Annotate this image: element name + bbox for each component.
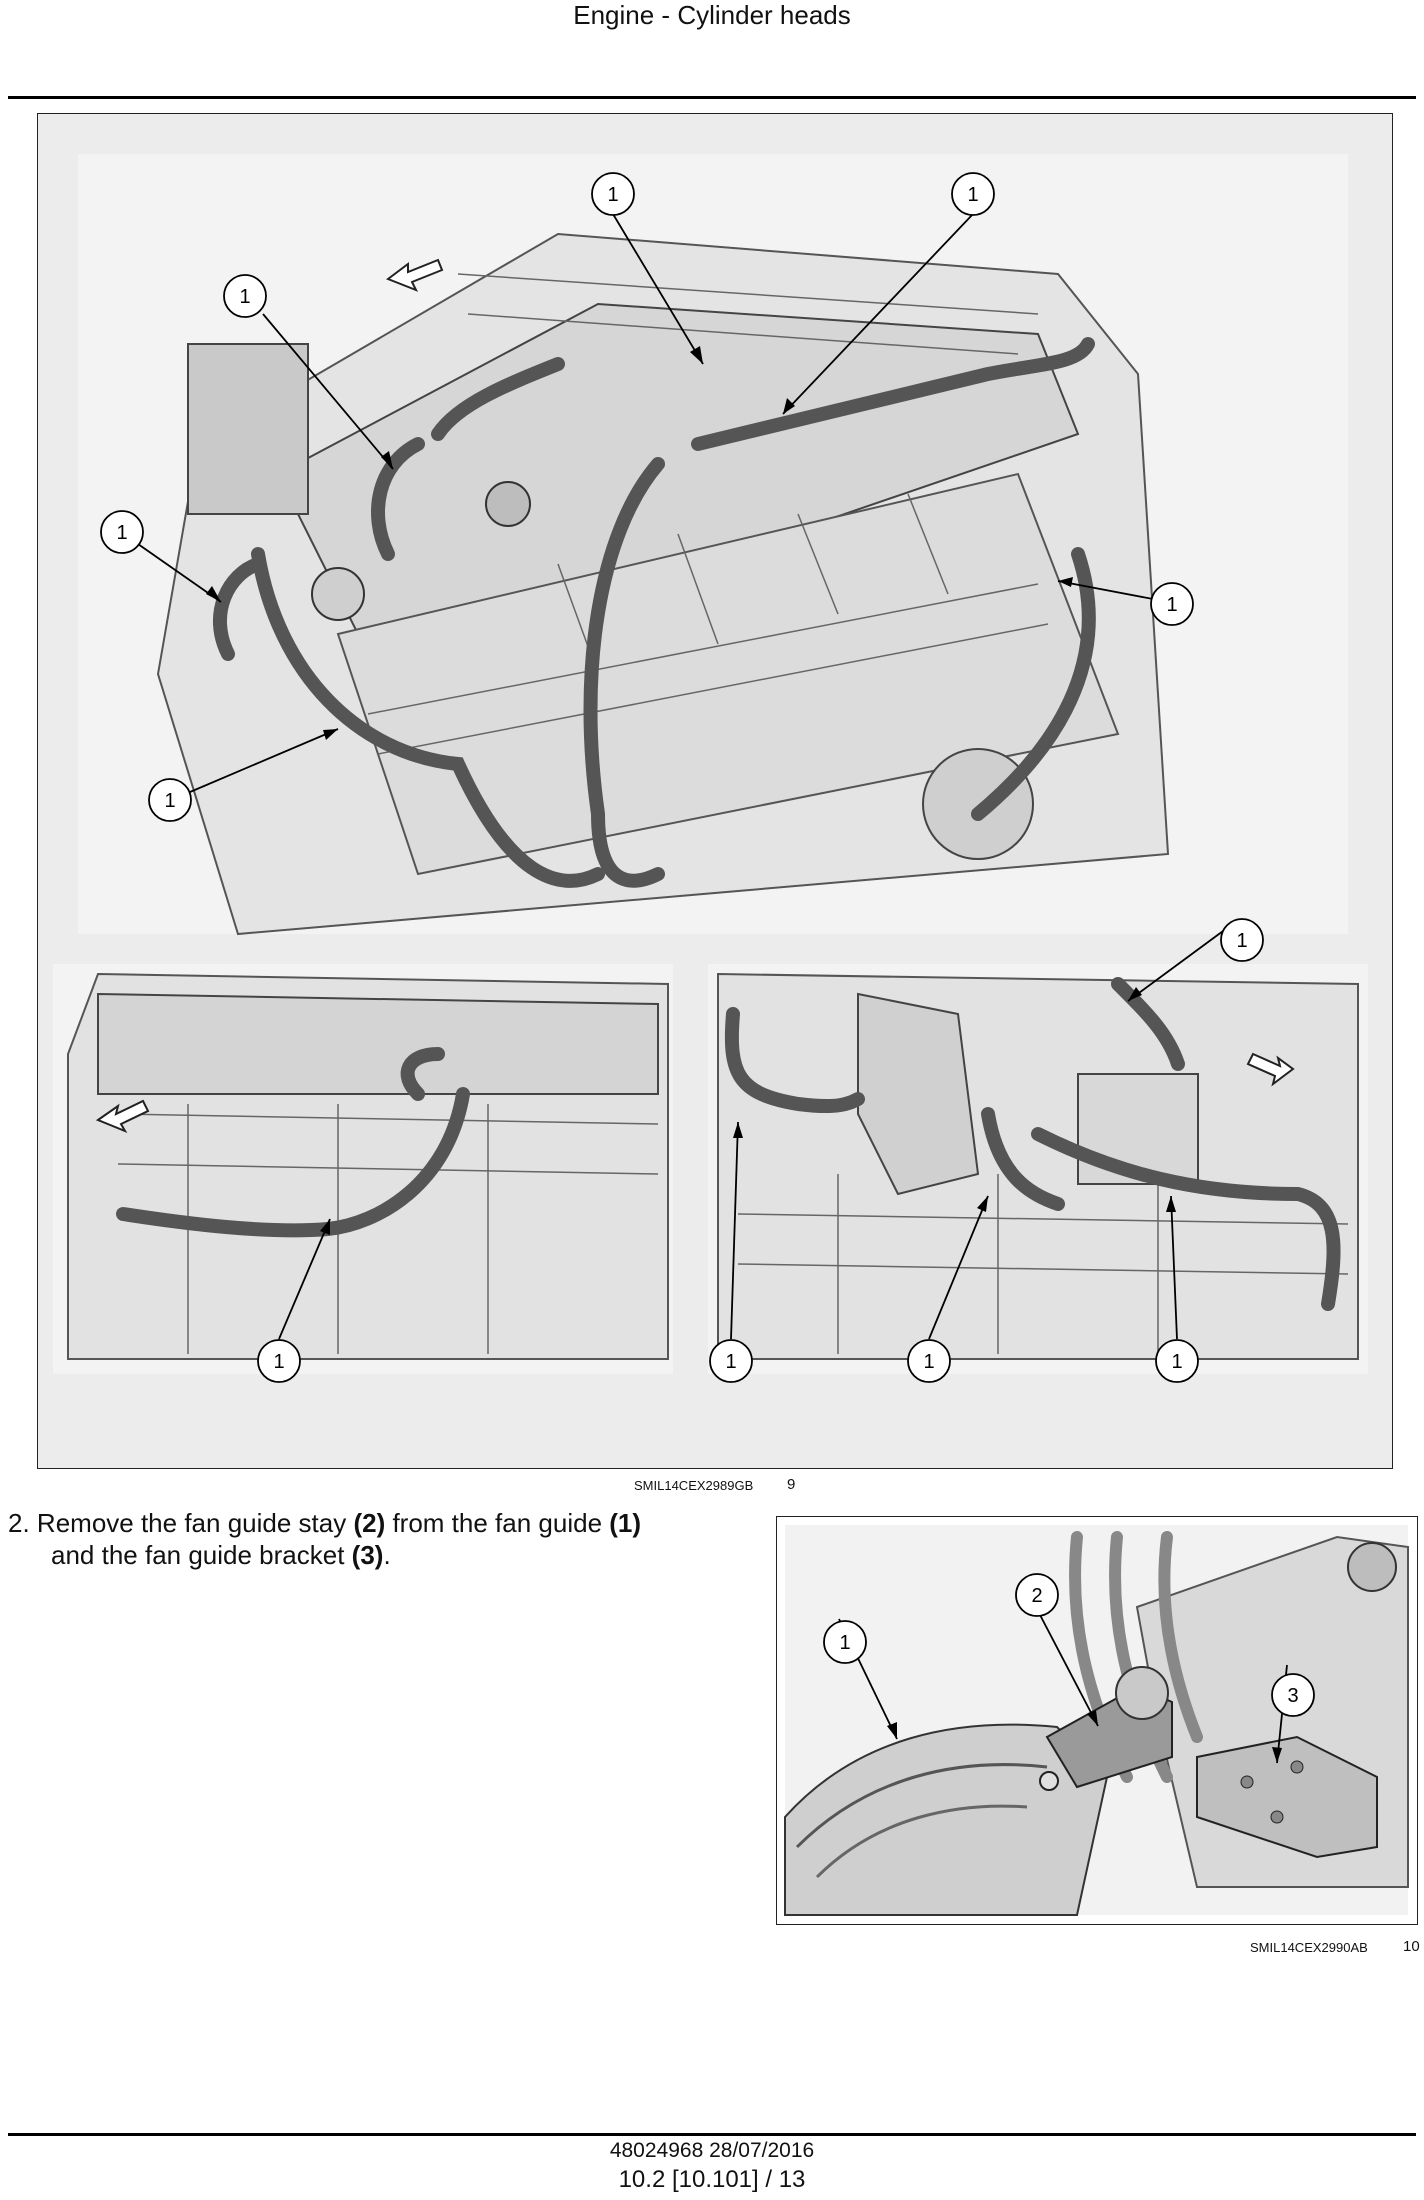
svg-text:1: 1	[1236, 930, 1248, 952]
svg-text:1: 1	[239, 286, 251, 308]
callout-1	[101, 511, 143, 553]
step-text: from the fan guide	[385, 1508, 610, 1538]
svg-text:1: 1	[116, 522, 128, 544]
svg-text:1: 1	[273, 1351, 285, 1373]
callout-1	[258, 1340, 300, 1382]
figure-10	[776, 1516, 1418, 1925]
callout-1	[224, 275, 266, 317]
step-number: 2.	[8, 1508, 30, 1538]
callout-1	[592, 173, 634, 215]
svg-text:1: 1	[1166, 594, 1178, 616]
callout-1	[1156, 1340, 1198, 1382]
callout-1	[824, 1621, 866, 1663]
step-text: and the fan guide bracket	[51, 1540, 352, 1570]
header-rule	[8, 96, 1416, 99]
footer-doc-date: 48024968 28/07/2016	[609, 2139, 815, 2162]
footer-page-ref: 10.2 [10.101] / 13	[618, 2166, 806, 2193]
figure-9-code: SMIL14CEX2989GB	[634, 1478, 754, 1493]
engine-top-view	[78, 154, 1348, 934]
page-header-title: Engine - Cylinder heads	[573, 0, 851, 30]
part-ref-3: (3)	[351, 1540, 384, 1570]
svg-text:1: 1	[967, 184, 979, 206]
step-text: Remove the fan guide stay	[36, 1508, 354, 1538]
fan-guide-illustration	[777, 1517, 1416, 1923]
callout-1	[710, 1340, 752, 1382]
step-text: .	[383, 1540, 391, 1570]
engine-hoses-illustration	[38, 114, 1391, 1467]
part-ref-1: (1)	[609, 1508, 642, 1538]
figure-10-code: SMIL14CEX2990AB	[1250, 1940, 1368, 1955]
svg-text:1: 1	[164, 790, 176, 812]
part-ref-2: (2)	[353, 1508, 386, 1538]
engine-left-detail-view	[53, 964, 673, 1374]
figure-9	[37, 113, 1393, 1469]
svg-text:2: 2	[1031, 1585, 1043, 1607]
step-2-text	[8, 1507, 728, 1571]
engine-right-detail-view	[708, 964, 1368, 1374]
footer-rule	[8, 2133, 1416, 2136]
callout-1	[1151, 583, 1193, 625]
svg-text:1: 1	[725, 1351, 737, 1373]
svg-text:1: 1	[607, 184, 619, 206]
callout-1	[908, 1340, 950, 1382]
figure-9-number: 9	[787, 1476, 796, 1493]
callout-2	[1016, 1574, 1058, 1616]
svg-text:1: 1	[1171, 1351, 1183, 1373]
svg-text:1: 1	[923, 1351, 935, 1373]
svg-text:3: 3	[1287, 1685, 1299, 1707]
callout-1	[952, 173, 994, 215]
callout-1	[1221, 919, 1263, 961]
figure-10-number: 10	[1403, 1938, 1420, 1955]
svg-text:1: 1	[839, 1632, 851, 1654]
callout-1	[149, 779, 191, 821]
callout-3	[1272, 1674, 1314, 1716]
